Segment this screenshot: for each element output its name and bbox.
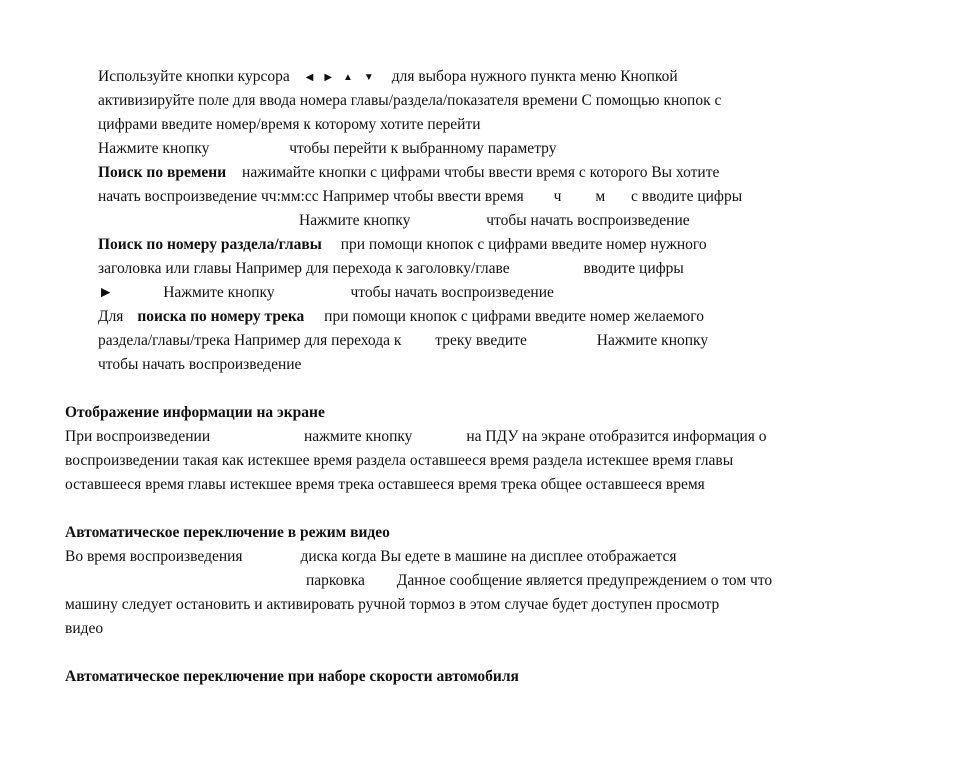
chapter-search-line-1: Поиск по номеру раздела/главы при помощи кнопок с цифрами введите номер нужного: [98, 236, 707, 253]
section-heading-auto-speed: Автоматическое переключение при наборе скорости автомобиля: [65, 668, 519, 685]
para-cursor-line-2: активизируйте поле для ввода номера главы/раздела/показателя времени С помощью кнопок с: [98, 92, 722, 109]
section-heading-auto-video: Автоматическое переключение в режим видео: [65, 524, 390, 541]
display-info-line-3: оставшееся время главы истекшее время трека оставшееся время трека общее оставшееся время: [65, 476, 705, 493]
track-search-line-2: раздела/главы/трека Например для перехода к треку введите Нажмите кнопку: [98, 332, 709, 349]
time-search-line-2: начать воспроизведение чч:мм:сс Например чтобы ввести время ч м с вводите цифры: [98, 188, 743, 205]
chapter-search-line-3: ► Нажмите кнопку чтобы начать воспроизведение: [98, 284, 554, 301]
para-cursor-line-3: цифрами введите номер/время к которому хотите перейти: [98, 116, 481, 133]
track-search-heading: поиска по номеру трека: [137, 308, 305, 325]
auto-video-line-2: парковка Данное сообщение является предупреждением о том что: [306, 572, 773, 589]
track-search-line-3: чтобы начать воспроизведение: [98, 356, 302, 373]
play-icon: ►: [98, 284, 114, 301]
arrow-down-icon: ▼: [363, 72, 374, 83]
chapter-search-heading: Поиск по номеру раздела/главы: [98, 236, 322, 253]
press-button-line: Нажмите кнопку чтобы перейти к выбранному параметру: [98, 140, 557, 157]
track-search-line-1: Для поиска по номеру трека при помощи кнопок с цифрами введите номер желаемого: [98, 308, 704, 325]
arrow-up-icon: ▲: [343, 72, 353, 83]
chapter-search-line-2: заголовка или главы Например для перехода к заголовку/главе вводите цифры: [98, 260, 684, 277]
display-info-line-1: При воспроизведении нажмите кнопку на ПДУ на экране отобразится информация о: [65, 428, 767, 445]
auto-video-line-4: видео: [65, 620, 104, 637]
cursor-arrow-icons: [306, 68, 374, 88]
arrow-right-icon: ▶: [324, 72, 333, 83]
para-cursor-line-1: Используйте кнопки курсора ◀ ▶ ▲ ▼ для выбора нужного пункта меню Кнопкой: [98, 67, 678, 88]
time-search-line-1: Поиск по времени нажимайте кнопки с цифрами чтобы ввести время с которого Вы хотите: [98, 164, 720, 181]
section-heading-display-info: Отображение информации на экране: [65, 404, 325, 421]
time-search-heading: Поиск по времени: [98, 164, 227, 181]
auto-video-line-3: машину следует остановить и активировать ручной тормоз в этом случае будет доступен просмотр: [65, 596, 720, 613]
arrow-left-icon: ◀: [305, 72, 314, 83]
display-info-line-2: воспроизведении такая как истекшее время раздела оставшееся время раздела истекшее время главы: [65, 452, 734, 469]
time-search-line-3: Нажмите кнопку чтобы начать воспроизведение: [299, 212, 690, 229]
auto-video-line-1: Во время воспроизведения диска когда Вы едете в машине на дисплее отображается: [65, 548, 677, 565]
